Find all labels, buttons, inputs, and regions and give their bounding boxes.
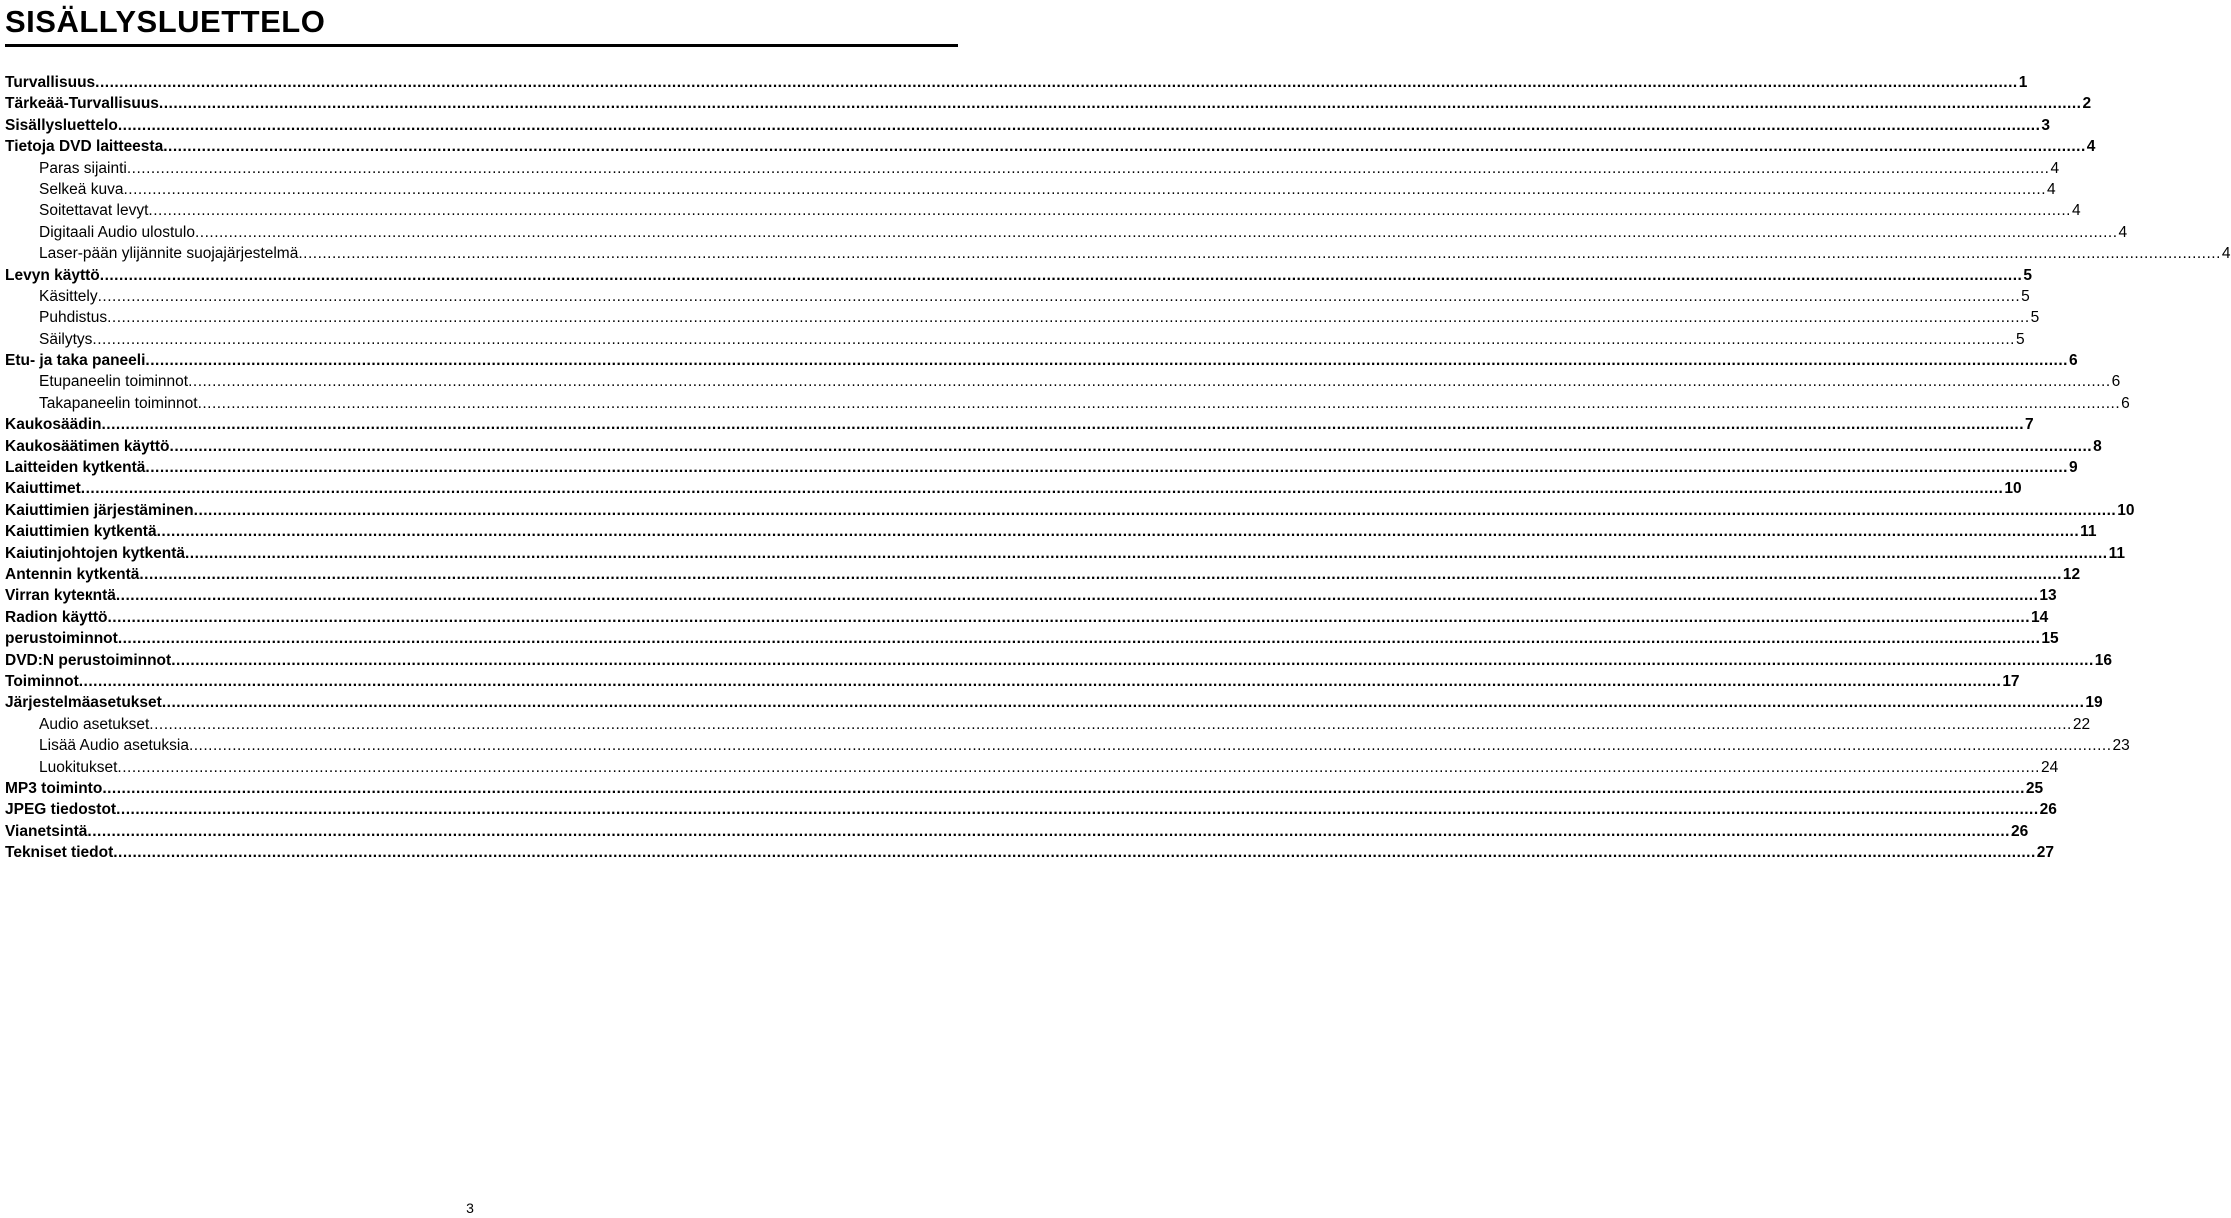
page-number: 3 (466, 1200, 474, 1216)
toc-leader-dots: ................................................................................................................................................................................................................................................................................................................................................................................................................ (107, 608, 2031, 626)
toc-entry-label: Sisällysluettelo (5, 116, 118, 134)
toc-leader-dots: ................................................................................................................................................................................................................................................................................................................................................................................................................ (163, 138, 2086, 156)
toc-leader-dots: ................................................................................................................................................................................................................................................................................................................................................................................................................ (92, 330, 2015, 348)
toc-entry-page: 4 (2086, 138, 2096, 156)
toc-entry-label: Käsittely (39, 287, 98, 305)
toc-entry[interactable] (5, 350, 2078, 371)
toc-leader-dots: ................................................................................................................................................................................................................................................................................................................................................................................................................ (117, 116, 2041, 134)
toc-entry[interactable] (5, 72, 2028, 93)
toc-entry-label: Tärkeää-Turvallisuus (5, 95, 159, 113)
toc-leader-dots: ................................................................................................................................................................................................................................................................................................................................................................................................................ (107, 309, 2030, 327)
toc-leader-dots: ................................................................................................................................................................................................................................................................................................................................................................................................................ (116, 801, 2039, 819)
toc-leader-dots: ................................................................................................................................................................................................................................................................................................................................................................................................................ (87, 822, 2010, 840)
toc-leader-dots: ................................................................................................................................................................................................................................................................................................................................................................................................................ (113, 844, 2036, 862)
toc-entry-page: 4 (2221, 245, 2231, 263)
toc-subentry[interactable] (5, 243, 2231, 264)
toc-entry-page: 4 (2118, 223, 2128, 241)
toc-entry-label: perustoiminnot (5, 630, 118, 648)
table-of-contents (5, 72, 2231, 863)
toc-entry-page: 11 (2080, 523, 2097, 541)
toc-entry-label: Audio asetukset (39, 715, 150, 733)
toc-leader-dots: ................................................................................................................................................................................................................................................................................................................................................................................................................ (156, 523, 2080, 541)
toc-entry-page: 12 (2062, 565, 2081, 583)
toc-leader-dots: ................................................................................................................................................................................................................................................................................................................................................................................................................ (197, 394, 2121, 412)
toc-entry-label: Antennin kytkentä (5, 565, 140, 583)
toc-leader-dots: ................................................................................................................................................................................................................................................................................................................................................................................................................ (188, 737, 2112, 755)
toc-entry-page: 4 (2050, 159, 2060, 177)
toc-entry-page: 2 (2082, 95, 2092, 113)
toc-leader-dots: ................................................................................................................................................................................................................................................................................................................................................................................................................ (145, 352, 2068, 370)
toc-entry-page: 4 (2071, 202, 2081, 220)
toc-leader-dots: ................................................................................................................................................................................................................................................................................................................................................................................................................ (115, 587, 2039, 605)
toc-entry-label: Laser-pään ylijännite suojajärjestelmä (39, 245, 299, 263)
toc-leader-dots: ................................................................................................................................................................................................................................................................................................................................................................................................................ (169, 437, 2093, 455)
toc-entry-page: 11 (2108, 544, 2125, 562)
toc-entry-label: Kaukosäädin (5, 416, 102, 434)
toc-entry[interactable] (5, 457, 2078, 478)
toc-leader-dots: ................................................................................................................................................................................................................................................................................................................................................................................................................ (298, 245, 2221, 263)
toc-subentry[interactable] (5, 179, 2056, 200)
toc-entry-page: 17 (2002, 672, 2020, 690)
toc-entry-page: 1 (2018, 74, 2028, 91)
toc-entry-label: Toiminnot (5, 672, 79, 690)
toc-entry-page: 26 (2039, 801, 2057, 819)
toc-entry-label: DVD:N perustoiminnot (5, 651, 172, 669)
toc-leader-dots: ................................................................................................................................................................................................................................................................................................................................................................................................................ (78, 672, 2002, 690)
toc-entry[interactable] (5, 414, 2034, 435)
toc-leader-dots: ................................................................................................................................................................................................................................................................................................................................................................................................................ (101, 416, 2025, 434)
toc-entry-page: 6 (2068, 352, 2078, 370)
toc-entry-page: 10 (2004, 480, 2022, 498)
toc-leader-dots: ................................................................................................................................................................................................................................................................................................................................................................................................................ (194, 223, 2118, 241)
toc-entry[interactable] (5, 115, 2051, 136)
toc-leader-dots: ................................................................................................................................................................................................................................................................................................................................................................................................................ (171, 651, 2094, 669)
toc-entry-page: 22 (2072, 715, 2091, 733)
toc-entry-label: Laitteiden kytkentä (5, 459, 146, 477)
toc-entry-label: Radion käyttö (5, 608, 108, 626)
toc-entry[interactable] (5, 93, 2092, 114)
toc-entry-label: Tietoja DVD laitteesta (5, 138, 164, 156)
toc-entry-page: 25 (2025, 779, 2044, 797)
toc-entry-label: Soitettavat levyt (39, 202, 149, 220)
toc-subentry[interactable] (5, 286, 2030, 307)
toc-entry-label: JPEG tiedostot (5, 801, 117, 819)
toc-entry[interactable] (5, 478, 2022, 499)
toc-entry[interactable] (5, 671, 2020, 692)
toc-entry-label: Levyn käyttö (5, 266, 100, 284)
toc-leader-dots: ................................................................................................................................................................................................................................................................................................................................................................................................................ (117, 758, 2040, 776)
toc-entry-page: 14 (2031, 608, 2049, 626)
toc-entry-page: 27 (2036, 844, 2055, 862)
toc-subentry[interactable] (5, 757, 2059, 778)
toc-entry-label: Vianetsintä (5, 822, 88, 840)
toc-entry-page: 5 (2030, 309, 2040, 327)
toc-entry[interactable] (5, 821, 2029, 842)
toc-entry-page: 24 (2040, 758, 2059, 776)
toc-entry[interactable] (5, 265, 2032, 286)
toc-leader-dots: ................................................................................................................................................................................................................................................................................................................................................................................................................ (148, 202, 2071, 220)
toc-entry[interactable] (5, 543, 2125, 564)
toc-subentry[interactable] (5, 714, 2091, 735)
toc-entry-label: Tekniset tiedot (5, 844, 114, 862)
toc-entry-page: 8 (2093, 437, 2102, 455)
toc-subentry[interactable] (5, 329, 2025, 350)
toc-subentry[interactable] (5, 200, 2081, 221)
toc-entry-label: Etupaneelin toiminnot (39, 373, 189, 391)
toc-entry[interactable] (5, 628, 2059, 649)
toc-entry-page: 7 (2025, 416, 2034, 434)
toc-entry-label: Paras sijainti (39, 159, 127, 177)
toc-entry-label: Kaiutinjohtojen kytkentä (5, 544, 185, 562)
toc-subentry[interactable] (5, 393, 2130, 414)
toc-entry-page: 26 (2010, 822, 2029, 840)
toc-entry-label: Etu- ja taka paneeli (5, 352, 146, 370)
toc-entry[interactable] (5, 778, 2044, 799)
toc-entry-label: Kaiuttimien kytkentä (5, 523, 157, 541)
toc-entry-page: 6 (2121, 394, 2130, 412)
toc-entry-label: Kaukosäätimen käyttö (5, 437, 170, 455)
toc-entry-label: Virran kyteкntä (5, 587, 116, 605)
toc-entry-page: 16 (2094, 651, 2112, 669)
toc-subentry[interactable] (5, 158, 2060, 179)
toc-entry-label: Puhdistus (39, 309, 108, 327)
toc-entry-page: 5 (2023, 266, 2032, 284)
toc-entry-label: Luokitukset (39, 758, 118, 776)
toc-entry-page: 23 (2112, 737, 2130, 755)
toc-entry-page: 19 (2085, 694, 2103, 712)
toc-entry[interactable] (5, 564, 2081, 585)
toc-leader-dots: ................................................................................................................................................................................................................................................................................................................................................................................................................ (95, 74, 2018, 91)
toc-entry[interactable] (5, 500, 2135, 521)
toc-entry-label: Selkeä kuva (39, 180, 124, 198)
toc-subentry[interactable] (5, 735, 2130, 756)
toc-entry[interactable] (5, 799, 2057, 820)
title-underline (5, 44, 958, 47)
toc-entry[interactable] (5, 650, 2112, 671)
toc-entry-label: Takapaneelin toiminnot (39, 394, 198, 412)
toc-entry-page: 9 (2068, 459, 2078, 477)
toc-entry[interactable] (5, 436, 2102, 457)
toc-leader-dots: ................................................................................................................................................................................................................................................................................................................................................................................................................ (123, 180, 2047, 198)
toc-entry-page: 4 (2047, 180, 2056, 198)
toc-entry[interactable] (5, 136, 2096, 157)
toc-entry-page: 13 (2039, 587, 2057, 605)
toc-entry[interactable] (5, 585, 2057, 606)
toc-entry-label: Järjestelmäasetukset (5, 694, 162, 712)
toc-entry-page: 3 (2041, 116, 2051, 134)
toc-leader-dots: ................................................................................................................................................................................................................................................................................................................................................................................................................ (102, 779, 2025, 797)
toc-leader-dots: ................................................................................................................................................................................................................................................................................................................................................................................................................ (97, 287, 2021, 305)
toc-entry-page: 10 (2117, 501, 2135, 519)
toc-entry-label: MP3 toiminto (5, 779, 103, 797)
page-title: SISÄLLYSLUETTELO (5, 4, 326, 39)
toc-entry-label: Turvallisuus (5, 74, 96, 91)
toc-leader-dots: ................................................................................................................................................................................................................................................................................................................................................................................................................ (117, 630, 2041, 648)
toc-leader-dots: ................................................................................................................................................................................................................................................................................................................................................................................................................ (193, 501, 2117, 519)
toc-leader-dots: ................................................................................................................................................................................................................................................................................................................................................................................................................ (99, 266, 2023, 284)
toc-leader-dots: ................................................................................................................................................................................................................................................................................................................................................................................................................ (126, 159, 2050, 177)
toc-entry[interactable] (5, 692, 2103, 713)
toc-leader-dots: ................................................................................................................................................................................................................................................................................................................................................................................................................ (185, 544, 2108, 562)
toc-entry-label: Kaiuttimien järjestäminen (5, 501, 194, 519)
toc-entry[interactable] (5, 607, 2049, 628)
toc-leader-dots: ................................................................................................................................................................................................................................................................................................................................................................................................................ (161, 694, 2085, 712)
toc-subentry[interactable] (5, 307, 2040, 328)
toc-entry[interactable] (5, 521, 2097, 542)
toc-leader-dots: ................................................................................................................................................................................................................................................................................................................................................................................................................ (80, 480, 2004, 498)
toc-leader-dots: ................................................................................................................................................................................................................................................................................................................................................................................................................ (145, 459, 2068, 477)
toc-entry[interactable] (5, 842, 2055, 863)
toc-leader-dots: ................................................................................................................................................................................................................................................................................................................................................................................................................ (139, 565, 2062, 583)
toc-entry-page: 15 (2041, 630, 2059, 648)
toc-entry-page: 5 (2015, 330, 2025, 348)
toc-leader-dots: ................................................................................................................................................................................................................................................................................................................................................................................................................ (188, 373, 2111, 391)
toc-entry-label: Digitaali Audio ulostulo (39, 223, 195, 241)
toc-subentry[interactable] (5, 371, 2121, 392)
toc-subentry[interactable] (5, 222, 2128, 243)
toc-entry-label: Kaiuttimet (5, 480, 81, 498)
toc-entry-label: Lisää Audio asetuksia (39, 737, 189, 755)
toc-leader-dots: ................................................................................................................................................................................................................................................................................................................................................................................................................ (158, 95, 2082, 113)
toc-leader-dots: ................................................................................................................................................................................................................................................................................................................................................................................................................ (149, 715, 2072, 733)
toc-entry-page: 5 (2021, 287, 2030, 305)
toc-entry-page: 6 (2111, 373, 2121, 391)
toc-entry-label: Säilytys (39, 330, 93, 348)
